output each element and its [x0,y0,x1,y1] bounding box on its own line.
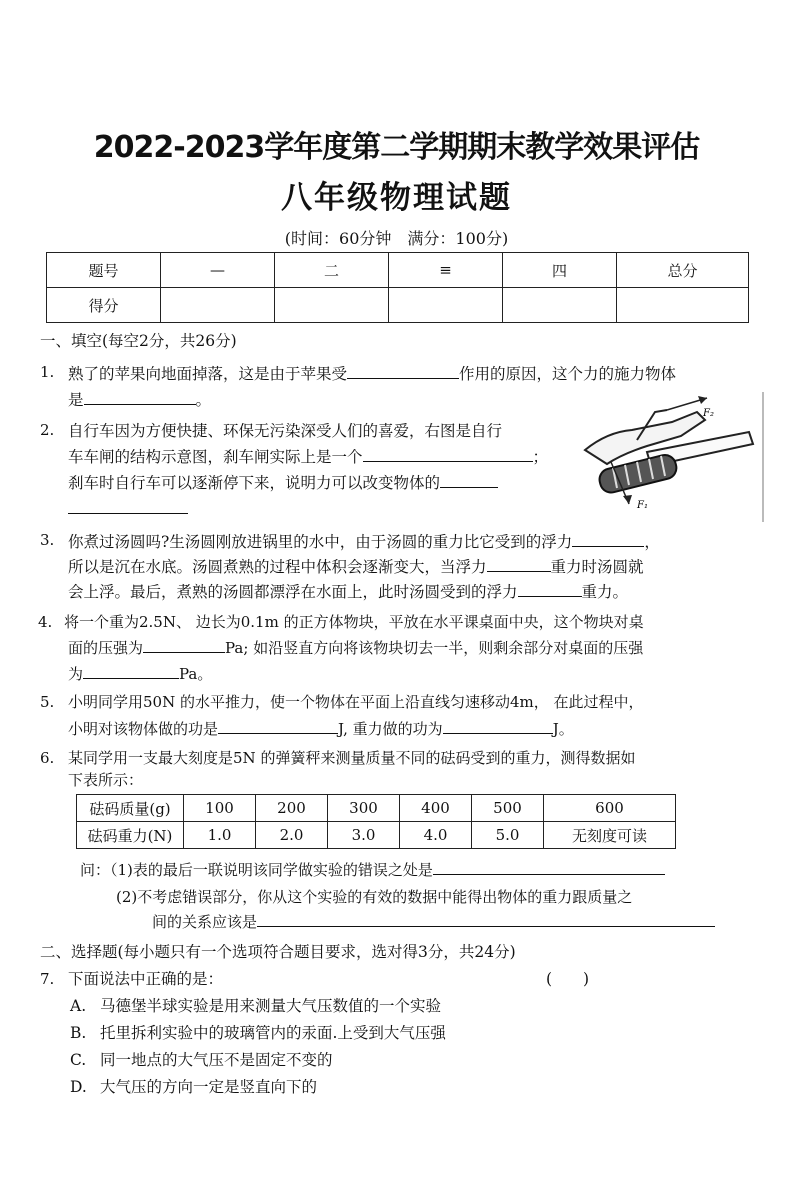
q4-blank-1[interactable] [143,636,225,653]
table-cell: 100 [184,795,256,822]
score-header-cell: ≡ [389,253,503,288]
table-cell: 无刻度可读 [544,822,676,849]
option-letter: B. [70,1024,87,1042]
score-row-label: 得分 [47,288,161,323]
table-cell: 2.0 [256,822,328,849]
q4-text-d: Pa。 [179,665,213,683]
q4-text-b: Pa; 如沿竖直方向将该物块切去一半，则剩余部分对桌面的压强 [225,639,644,657]
score-header-cell: 总分 [617,253,749,288]
q6-blank-2[interactable] [257,910,715,927]
q7-stem: 下面说法中正确的是： [68,970,224,988]
section2-heading: 二、选择题(每小题只有一个选项符合题目要求，选对得3分，共24分) [40,943,516,961]
q2-text-b: ； [532,448,549,466]
q6-line2: 下表所示： [68,771,144,789]
table-cell: 600 [544,795,676,822]
bicycle-brake-figure [577,392,767,522]
table-cell: 4.0 [400,822,472,849]
q6-blank-1[interactable] [433,858,665,875]
question-number: 4. [38,613,53,631]
option-text: 托里拆利实验中的玻璃管内的汞面.上受到大气压强 [100,1024,446,1042]
q6-sub1-text: 问：（1)表的最后一联说明该同学做实验的错误之处是 [80,861,433,879]
question-number: 1. [40,363,55,381]
score-cell[interactable] [389,288,503,323]
q4-line3 [68,662,212,685]
score-header-cell: — [161,253,275,288]
q5-line1: 小明同学用50N 的水平推力，使一个物体在平面上沿直线匀速移动4m， 在此过程中， [68,693,644,711]
score-table [46,252,749,323]
q2-line4 [68,497,188,520]
exam-info: (时间：60分钟 满分：100分) [284,229,509,248]
q3-blank-2[interactable] [487,555,551,572]
exam-subtitle: 八年级物理试题 [281,180,512,216]
q4-line1: 将一个重为2.5N、 边长为0.1m 的正方体物块，平放在水平课桌面中央，这个物块对桌 [64,613,644,631]
question-number: 2. [40,421,55,439]
q1-blank-2[interactable] [84,388,196,405]
q3-blank-3[interactable] [518,580,582,597]
q5-blank-1[interactable] [218,717,338,734]
q2-text-c: 刹车时自行车可以逐渐停下来，说明力可以改变物体的 [68,474,441,492]
score-table-header-row [47,253,749,288]
option-letter: D. [70,1078,87,1096]
q6-sub3 [152,910,715,933]
section1-heading: 一、填空(每空2分，共26分) [40,332,237,350]
q1-text-c: 是 [68,391,84,409]
score-cell[interactable] [275,288,389,323]
q5-text-b: J, 重力做的功为 [338,720,443,738]
table-cell: 200 [256,795,328,822]
option-letter: A. [70,997,87,1015]
table-cell: 3.0 [328,822,400,849]
q6-line1: 某同学用一支最大刻度是5N 的弹簧秤来测量质量不同的砝码受到的重力，测得数据如 [68,749,636,767]
q1-text-b: 作用的原因，这个力的施力物体 [459,365,677,383]
q5-blank-2[interactable] [443,717,553,734]
q3-line3 [68,580,628,603]
exam-title: 2022-2023学年度第二学期期末教学效果评估 [93,130,700,165]
table-cell: 5.0 [472,822,544,849]
force-label-top: F₂ [703,408,714,419]
score-cell[interactable] [617,288,749,323]
option-b[interactable] [70,1022,446,1044]
q1-text-a: 熟了的苹果向地面掉落，这是由于苹果受 [68,365,348,383]
q2-blank-2b[interactable] [68,497,188,514]
q5-text-c: J。 [552,720,574,738]
q4-text-c: 为 [68,665,84,683]
score-cell[interactable] [503,288,617,323]
q2-blank-1[interactable] [363,445,533,462]
question-number: 7. [40,970,55,988]
q6-sub2: (2)不考虑错误部分，你从这个实验的有效的数据中能得出物体的重力跟质量之 [116,888,633,906]
q6-sub3-text: 间的关系应该是 [152,913,258,931]
table-cell: 300 [328,795,400,822]
q3-line1 [68,530,660,553]
q3-text-d: 重力时汤圆就 [550,558,644,576]
q1-text-d: 。 [195,391,212,409]
q3-text-c: 所以是沉在水底。汤圆煮熟的过程中体积会逐渐变大，当浮力 [68,558,487,576]
table-cell: 砝码质量(g) [77,795,184,822]
q3-text-f: 重力。 [581,583,629,601]
score-header-cell: 二 [275,253,389,288]
force-label-bottom: F₁ [637,500,648,511]
q4-text-a: 面的压强为 [68,639,144,657]
q2-line3 [68,471,498,494]
q2-line1: 自行车因为方便快捷、环保无污染深受人们的喜爱，右图是自行 [68,422,503,440]
q4-line2 [68,636,643,659]
q3-text-b: ， [644,533,660,551]
q1-line2 [68,388,211,411]
q3-line2 [68,555,644,578]
q3-blank-1[interactable] [572,530,644,547]
weight-data-table [76,794,676,849]
score-header-cell: 题号 [47,253,161,288]
arrow-head-bottom [623,495,632,504]
option-d[interactable] [70,1076,317,1098]
option-text: 大气压的方向一定是竖直向下的 [100,1078,318,1096]
q7-answer-paren[interactable]: ( ) [546,970,590,988]
table-cell: 400 [400,795,472,822]
q1-line1 [68,362,676,385]
q2-line2 [68,445,548,468]
table-cell: 500 [472,795,544,822]
score-table-score-row [47,288,749,323]
question-number: 5. [40,693,55,711]
table-row [77,822,676,849]
option-text: 同一地点的大气压不是固定不变的 [100,1051,333,1069]
score-cell[interactable] [161,288,275,323]
option-letter: C. [70,1051,87,1069]
option-a[interactable] [70,995,441,1017]
q5-line2 [68,717,574,740]
option-c[interactable] [70,1049,333,1071]
option-text: 马德堡半球实验是用来测量大气压数值的一个实验 [100,997,442,1015]
q3-text-a: 你煮过汤圆吗?生汤圆刚放进锅里的水中，由于汤圆的重力比它受到的浮力 [68,533,573,551]
q6-sub1 [80,858,665,881]
question-number: 6. [40,749,55,767]
q3-text-e: 会上浮。最后，煮熟的汤圆都漂浮在水面上，此时汤圆受到的浮力 [68,583,518,601]
question-number: 3. [40,531,55,549]
q1-blank-1[interactable] [347,362,459,379]
q2-blank-2a[interactable] [440,471,498,488]
q5-text-a: 小明对该物体做的功是 [68,720,219,738]
q4-blank-2[interactable] [83,662,179,679]
table-row [77,795,676,822]
q2-text-a: 车车闸的结构示意图，刹车闸实际上是一个 [68,448,363,466]
table-cell: 1.0 [184,822,256,849]
score-header-cell: 四 [503,253,617,288]
table-cell: 砝码重力(N) [77,822,184,849]
